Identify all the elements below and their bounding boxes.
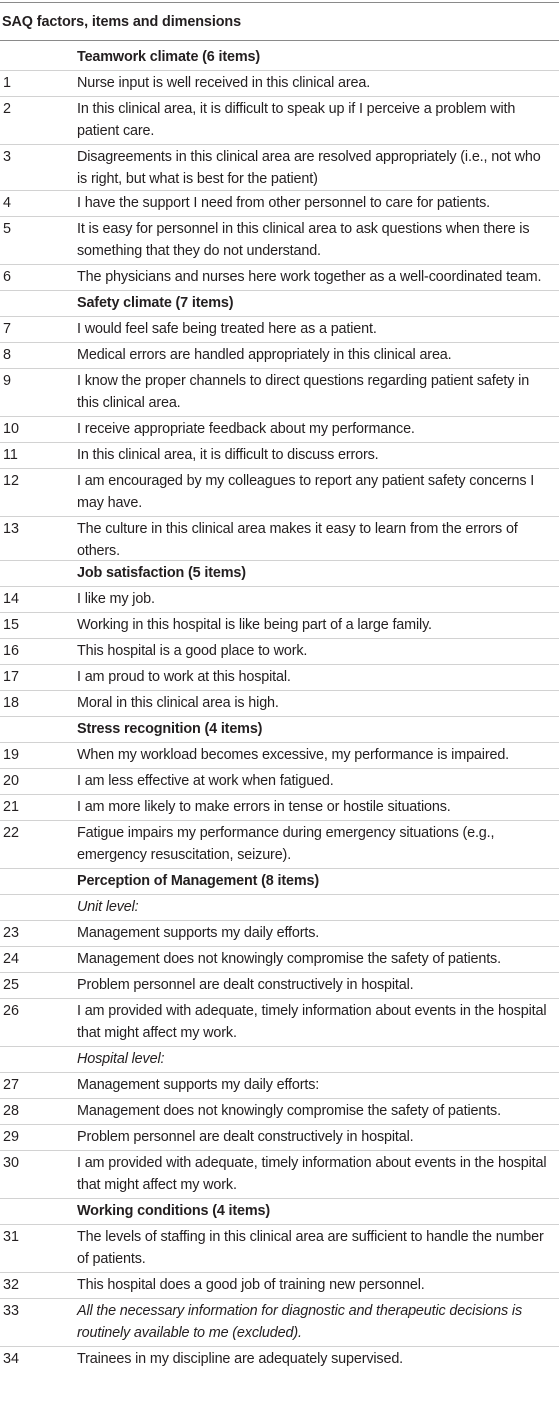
item-text: I receive appropriate feedback about my performance. xyxy=(77,421,415,437)
item-text: Management does not knowingly compromise the safety of patients. xyxy=(77,1103,501,1119)
section-title: Working conditions (4 items) xyxy=(77,1203,271,1219)
item-number: 4 xyxy=(3,195,12,211)
item-text: Management supports my daily efforts: xyxy=(77,1077,320,1093)
item-text: I am proud to work at this hospital. xyxy=(77,669,291,685)
section-header-row xyxy=(0,1199,559,1225)
item-text: Trainees in my discipline are adequately supervised. xyxy=(77,1351,404,1367)
item-text: Management does not knowingly compromise the safety of patients. xyxy=(77,951,501,967)
item-text: All the necessary information for diagnostic and therapeutic decisions is routinely available to me (excluded). xyxy=(77,1303,522,1341)
item-number: 1 xyxy=(3,75,12,91)
item-number: 19 xyxy=(3,747,20,763)
section-header-row xyxy=(0,869,559,895)
table-row xyxy=(0,639,559,665)
item-number: 15 xyxy=(3,617,20,633)
item-text: In this clinical area, it is difficult to discuss errors. xyxy=(77,447,379,463)
item-text: I have the support I need from other personnel to care for patients. xyxy=(77,195,490,211)
table-row xyxy=(0,191,559,217)
item-number: 28 xyxy=(3,1103,20,1119)
item-number: 13 xyxy=(3,521,20,537)
item-number xyxy=(0,563,77,586)
item-number: 30 xyxy=(3,1155,20,1171)
item-number: 14 xyxy=(3,591,20,607)
item-text: I know the proper channels to direct questions regarding patient safety in this clinical area. xyxy=(77,373,530,411)
table-header: SAQ factors, items and dimensions xyxy=(2,13,242,30)
item-number: 27 xyxy=(3,1077,20,1093)
section-title: Safety climate (7 items) xyxy=(77,295,234,311)
table-row xyxy=(0,587,559,613)
item-text: The physicians and nurses here work together as a well-coordinated team. xyxy=(77,269,542,285)
item-number: 31 xyxy=(3,1229,20,1245)
table-row xyxy=(0,691,559,717)
item-number: 7 xyxy=(3,321,12,337)
subsection-label: Unit level: xyxy=(77,899,139,915)
item-number: 22 xyxy=(3,825,20,841)
table-body xyxy=(0,41,559,1373)
item-text: I like my job. xyxy=(77,591,155,607)
item-text: It is easy for personnel in this clinical area to ask questions when there is something that they do not understand. xyxy=(77,221,530,259)
section-header-row xyxy=(0,717,559,743)
table-row xyxy=(0,417,559,443)
item-text: In this clinical area, it is difficult to speak up if I perceive a problem with patient care. xyxy=(77,101,516,139)
item-number: 8 xyxy=(3,347,12,363)
item-number: 33 xyxy=(3,1303,20,1319)
subsection-row xyxy=(0,895,559,921)
item-number: 11 xyxy=(3,447,18,463)
table-row xyxy=(0,821,559,869)
item-number: 26 xyxy=(3,1003,20,1019)
section-header-row xyxy=(0,41,559,71)
table-row xyxy=(0,517,559,561)
section-header-row xyxy=(0,561,559,587)
item-text: Nurse input is well received in this clinical area. xyxy=(77,75,371,91)
table-row xyxy=(0,973,559,999)
table-row xyxy=(0,665,559,691)
saq-table xyxy=(0,2,559,1421)
item-text: Medical errors are handled appropriately in this clinical area. xyxy=(77,347,452,363)
item-number: 2 xyxy=(3,101,12,117)
item-text: Fatigue impairs my performance during emergency situations (e.g., emergency resuscitation, seizure). xyxy=(77,825,495,863)
section-header-row xyxy=(0,291,559,317)
table-row xyxy=(0,145,559,191)
table-row xyxy=(0,317,559,343)
table-row xyxy=(0,217,559,265)
item-number: 25 xyxy=(3,977,20,993)
table-row xyxy=(0,71,559,97)
table-row xyxy=(0,921,559,947)
table-row xyxy=(0,1225,559,1273)
table-row xyxy=(0,97,559,145)
table-row xyxy=(0,769,559,795)
item-number: 6 xyxy=(3,269,12,285)
table-row xyxy=(0,469,559,517)
item-number xyxy=(0,719,77,742)
item-text: I am provided with adequate, timely information about events in the hospital that might affect my work. xyxy=(77,1003,547,1041)
table-row xyxy=(0,369,559,417)
table-row xyxy=(0,1073,559,1099)
item-number xyxy=(0,1049,77,1072)
item-text: Working in this hospital is like being part of a large family. xyxy=(77,617,432,633)
table-row xyxy=(0,1151,559,1199)
table-row xyxy=(0,1125,559,1151)
item-text: I am less effective at work when fatigued. xyxy=(77,773,334,789)
item-number: 9 xyxy=(3,373,12,389)
item-text: The culture in this clinical area makes it easy to learn from the errors of others. xyxy=(77,521,518,559)
item-number: 29 xyxy=(3,1129,20,1145)
item-text: Problem personnel are dealt constructively in hospital. xyxy=(77,1129,414,1145)
table-row xyxy=(0,343,559,369)
item-number xyxy=(0,897,77,920)
item-number: 12 xyxy=(3,473,20,489)
item-number xyxy=(0,293,77,316)
table-row xyxy=(0,743,559,769)
item-text: I am provided with adequate, timely information about events in the hospital that might affect my work. xyxy=(77,1155,547,1193)
item-text: Moral in this clinical area is high. xyxy=(77,695,279,711)
item-number: 32 xyxy=(3,1277,20,1293)
item-number xyxy=(0,871,77,894)
section-title: Job satisfaction (5 items) xyxy=(77,565,246,581)
table-row xyxy=(0,1273,559,1299)
item-text: When my workload becomes excessive, my performance is impaired. xyxy=(77,747,510,763)
table-row xyxy=(0,1347,559,1373)
section-title: Teamwork climate (6 items) xyxy=(77,49,260,65)
item-text: I am encouraged by my colleagues to report any patient safety concerns I may have. xyxy=(77,473,535,511)
item-number: 34 xyxy=(3,1351,20,1367)
item-text: Management supports my daily efforts. xyxy=(77,925,320,941)
table-row xyxy=(0,443,559,469)
item-number: 3 xyxy=(3,149,12,165)
item-number: 21 xyxy=(3,799,20,815)
section-title: Perception of Management (8 items) xyxy=(77,873,319,889)
item-number: 16 xyxy=(3,643,20,659)
item-text: Problem personnel are dealt constructively in hospital. xyxy=(77,977,414,993)
item-number: 20 xyxy=(3,773,20,789)
item-number: 10 xyxy=(3,421,20,437)
item-text: The levels of staffing in this clinical area are sufficient to handle the number of patients. xyxy=(77,1229,544,1267)
subsection-row xyxy=(0,1047,559,1073)
item-number xyxy=(0,1201,77,1224)
item-text: Disagreements in this clinical area are resolved appropriately (i.e., not who is right, but what is best for the patient) xyxy=(77,149,541,187)
item-number: 5 xyxy=(3,221,12,237)
item-text: This hospital is a good place to work. xyxy=(77,643,308,659)
table-row xyxy=(0,1099,559,1125)
table-row xyxy=(0,999,559,1047)
item-text: I would feel safe being treated here as a patient. xyxy=(77,321,377,337)
table-row xyxy=(0,947,559,973)
item-text: I am more likely to make errors in tense or hostile situations. xyxy=(77,799,451,815)
item-number: 23 xyxy=(3,925,20,941)
item-number: 17 xyxy=(3,669,20,685)
table-row xyxy=(0,265,559,291)
section-title: Stress recognition (4 items) xyxy=(77,721,263,737)
table-row xyxy=(0,1299,559,1347)
item-text: This hospital does a good job of training new personnel. xyxy=(77,1277,425,1293)
item-number: 18 xyxy=(3,695,20,711)
item-number xyxy=(0,47,77,70)
subsection-label: Hospital level: xyxy=(77,1051,165,1067)
table-row xyxy=(0,795,559,821)
table-row xyxy=(0,613,559,639)
item-number: 24 xyxy=(3,951,20,967)
